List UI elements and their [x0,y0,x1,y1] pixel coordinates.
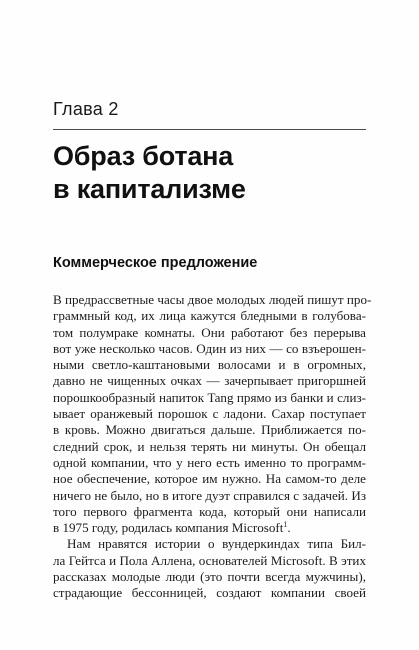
paragraph-1-line: порошкообразный напиток Tang прямо из банки и слиз- [53,389,366,405]
chapter-divider [53,129,366,130]
section-heading: Коммерческое предложение [53,255,258,271]
paragraph-1-period: . [287,520,291,536]
body-text [53,292,372,602]
paragraph-1-last-text: в 1975 году, родилась компания Microsoft [53,520,284,536]
footnote-marker: 1 [283,520,288,530]
paragraph-2-line: ла Гейтса и Пола Аллена, основателей Microsoft. В этих [53,552,366,568]
paragraph-1-line: ными светло-каштановыми волосами и в огромных, [53,357,366,373]
paragraph-2-line: рассказах молодые люди (это почти всегда мужчины), [53,569,366,585]
paragraph-1-line: ничего не было, но в итоге дуэт справился с задачей. Из [53,487,366,503]
paragraph-1-line: следний срок, и нельзя терять ни минуты. Он обещал [53,438,366,454]
paragraph-2-line: Нам нравятся истории о вундеркиндах типа Бил- [67,536,366,552]
paragraph-1-last-line [53,520,366,536]
paragraph-1-line: в кровь. Можно двигаться дальше. Приближается по- [53,422,366,438]
paragraph-1-line: В предрассветные часы двое молодых людей пишут про- [53,292,372,307]
chapter-title-line-2: в капитализме [53,174,246,204]
chapter-title-line-1: Образ ботана [53,141,234,171]
paragraph-1-line: ное обеспечение, которое им нужно. На самом-то деле [53,471,366,487]
paragraph-1-line: одной компании, что у него есть именно то программ- [53,454,366,470]
paragraph-1-line: давно не чищенных очках — зачерпывает пригоршней [53,373,366,389]
paragraph-1-line: граммный код, их лица кажутся бледными в голубова- [53,308,366,324]
paragraph-2-line: страдающие бессонницей, создают компании своей [53,585,366,601]
paragraph-1-line: ывает оранжевый порошок с ладони. Сахар поступает [53,406,366,422]
chapter-title [53,140,373,206]
paragraph-1-line: том полумраке комнаты. Они работают без перерыва [53,324,366,340]
paragraph-1-line: вот уже несколько часов. Один из них — со взъерошен- [53,340,366,356]
chapter-label: Глава 2 [53,99,119,119]
paragraph-1-line: того первого фрагмента кода, который они написали [53,503,366,519]
